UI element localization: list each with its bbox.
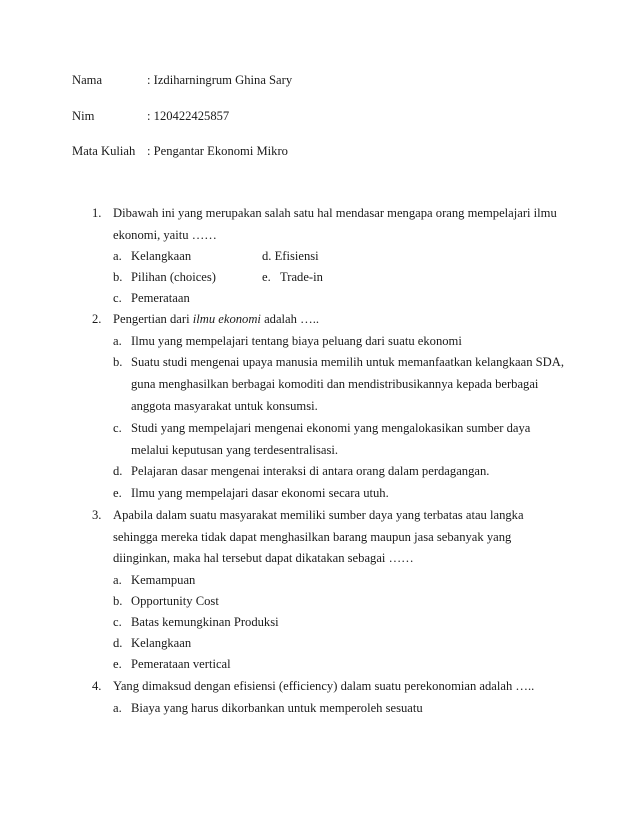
q3-option-e-letter: e. bbox=[113, 657, 122, 671]
q4-option-a-text: Biaya yang harus dikorbankan untuk memperoleh sesuatu bbox=[131, 701, 423, 715]
q2-option-a-letter: a. bbox=[113, 334, 122, 348]
q1-option-a-text: Kelangkaan bbox=[131, 249, 192, 263]
q3-text-line3: diinginkan, maka hal tersebut dapat dikatakan sebagai …… bbox=[113, 551, 414, 565]
q2-number: 2. bbox=[92, 312, 102, 326]
q1-option-c-text: Pemerataan bbox=[131, 291, 190, 305]
q3-option-e-text: Pemerataan vertical bbox=[131, 657, 231, 671]
q1-text-line1: Dibawah ini yang merupakan salah satu hal mendasar mengapa orang mempelajari ilmu bbox=[113, 206, 557, 220]
q2-option-b-line1: Suatu studi mengenai upaya manusia memilih untuk memanfaatkan kelangkaan SDA, bbox=[131, 355, 564, 369]
q3-option-d-letter: d. bbox=[113, 636, 123, 650]
q1-option-e-text: Trade-in bbox=[280, 270, 323, 284]
q2-text-post: adalah ….. bbox=[260, 312, 319, 326]
q2-option-b-letter: b. bbox=[113, 355, 123, 369]
q2-option-e-letter: e. bbox=[113, 486, 122, 500]
q2-option-c-line1: Studi yang mempelajari mengenai ekonomi yang mengalokasikan sumber daya bbox=[131, 421, 531, 435]
q3-text-line2: sehingga mereka tidak dapat menghasilkan barang maupun jasa sebanyak yang bbox=[113, 530, 512, 544]
q3-option-a-letter: a. bbox=[113, 573, 122, 587]
q2-option-d-letter: d. bbox=[113, 464, 123, 478]
q3-option-b-text: Opportunity Cost bbox=[131, 594, 219, 608]
q2-option-b-line3: anggota masyarakat untuk konsumsi. bbox=[131, 399, 318, 413]
name-value: : Izdiharningrum Ghina Sary bbox=[147, 73, 293, 87]
q3-option-a-text: Kemampuan bbox=[131, 573, 196, 587]
q2-option-e-text: Ilmu yang mempelajari dasar ekonomi secara utuh. bbox=[131, 486, 389, 500]
q2-option-d-text: Pelajaran dasar mengenai interaksi di antara orang dalam perdagangan. bbox=[131, 464, 490, 478]
q4-number: 4. bbox=[92, 679, 102, 693]
q1-option-d-text: d. Efisiensi bbox=[262, 249, 319, 263]
q1-option-a-letter: a. bbox=[113, 249, 122, 263]
q2-option-c-letter: c. bbox=[113, 421, 122, 435]
course-label: Mata Kuliah bbox=[72, 144, 136, 158]
q2-option-a-text: Ilmu yang mempelajari tentang biaya peluang dari suatu ekonomi bbox=[131, 334, 462, 348]
q1-option-b-letter: b. bbox=[113, 270, 123, 284]
q3-number: 3. bbox=[92, 508, 102, 522]
q1-option-b-text: Pilihan (choices) bbox=[131, 270, 216, 284]
q3-option-d-text: Kelangkaan bbox=[131, 636, 192, 650]
q3-option-c-text: Batas kemungkinan Produksi bbox=[131, 615, 279, 629]
q1-number: 1. bbox=[92, 206, 102, 220]
q2-option-b-line2: guna menghasilkan berbagai komoditi dan mendistribusikannya kepada berbagai bbox=[131, 377, 539, 391]
nim-label: Nim bbox=[72, 109, 95, 123]
q3-option-b-letter: b. bbox=[113, 594, 123, 608]
q1-option-e-letter: e. bbox=[262, 270, 271, 284]
q3-text-line1: Apabila dalam suatu masyarakat memiliki sumber daya yang terbatas atau langka bbox=[113, 508, 524, 522]
q2-text bbox=[113, 312, 319, 326]
nim-value: : 120422425857 bbox=[147, 109, 230, 123]
q2-option-c-line2: melalui keputusan yang terdesentralisasi. bbox=[131, 443, 339, 457]
name-label: Nama bbox=[72, 73, 103, 87]
q1-text-line2: ekonomi, yaitu …… bbox=[113, 228, 217, 242]
q4-text-line1: Yang dimaksud dengan efisiensi (efficiency) dalam suatu perekonomian adalah ….. bbox=[113, 679, 535, 693]
q3-option-c-letter: c. bbox=[113, 615, 122, 629]
q1-option-c-letter: c. bbox=[113, 291, 122, 305]
q4-option-a-letter: a. bbox=[113, 701, 122, 715]
course-value: : Pengantar Ekonomi Mikro bbox=[147, 144, 288, 158]
q2-text-emphasis: ilmu ekonomi bbox=[192, 312, 261, 326]
q2-text-pre: Pengertian dari bbox=[113, 312, 193, 326]
